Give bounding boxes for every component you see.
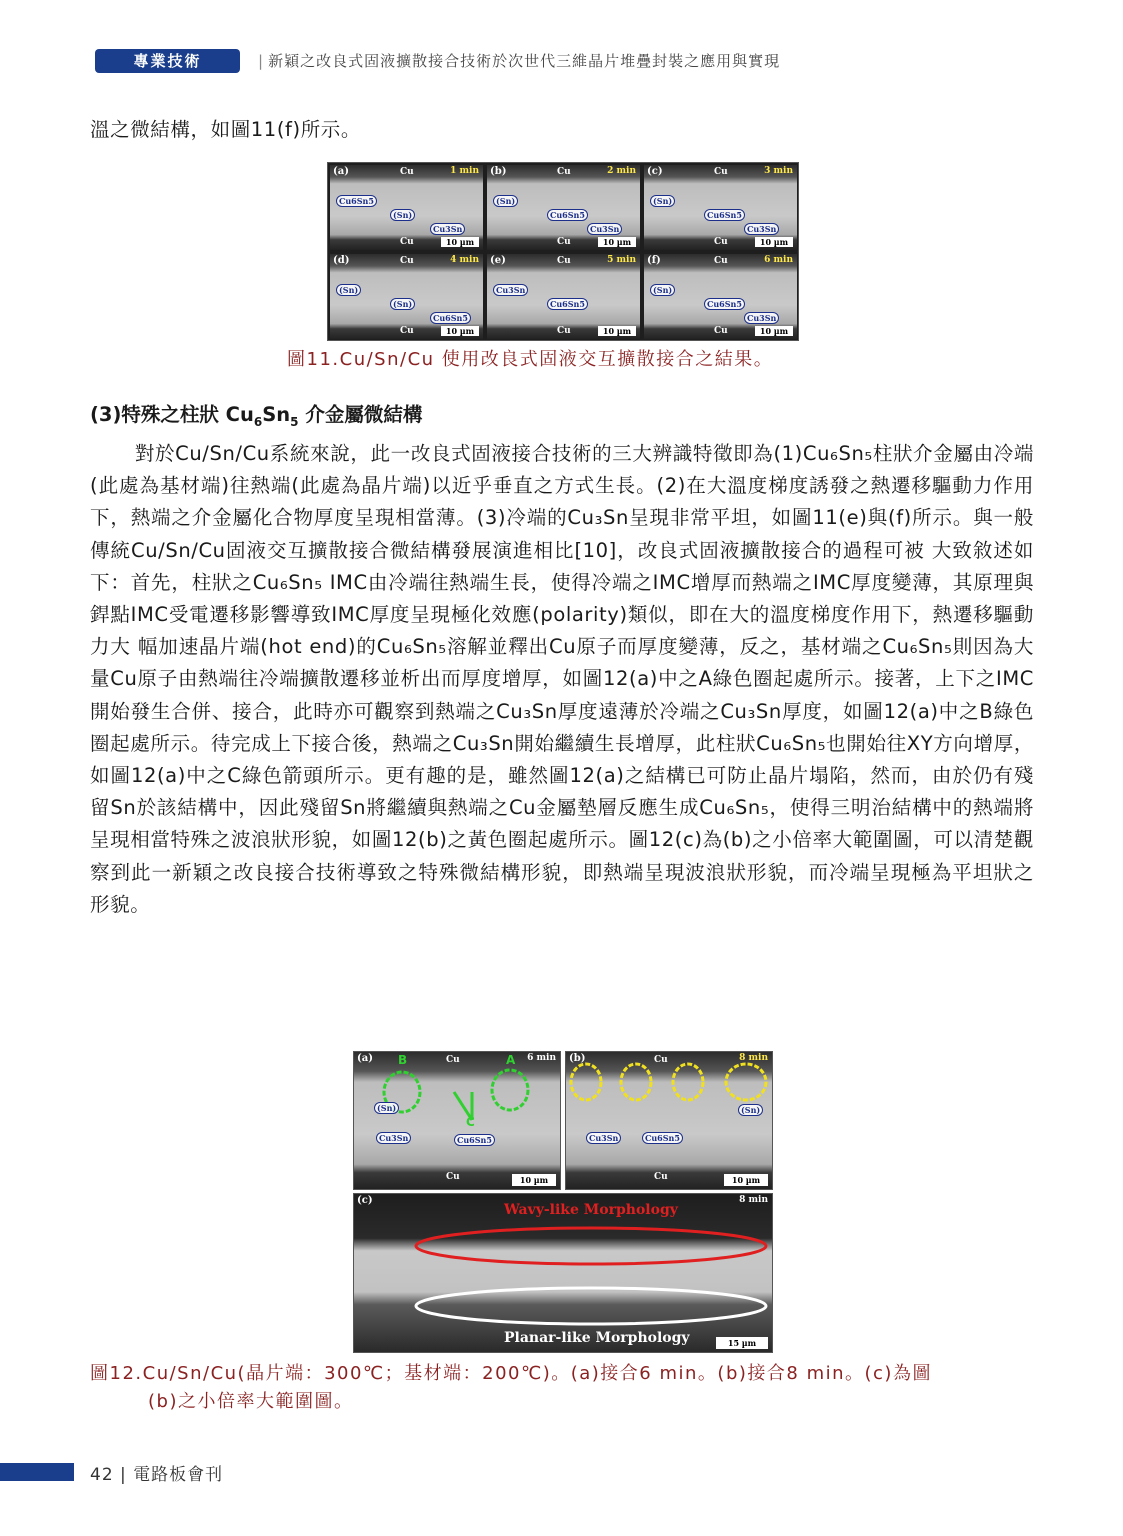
phase-label: Cu3Sn bbox=[430, 223, 465, 235]
phase-label: (Sn) bbox=[336, 284, 361, 296]
phase-label: Cu3Sn bbox=[587, 223, 622, 235]
phase-label: Cu6Sn5 bbox=[430, 312, 471, 324]
svg-text:Wavy-like Morphology: Wavy-like Morphology bbox=[504, 1202, 678, 1218]
footer bbox=[90, 1460, 223, 1485]
phase-label: Cu3Sn bbox=[744, 312, 779, 324]
morphology-ellipses bbox=[354, 1194, 772, 1352]
footer-separator: | bbox=[120, 1465, 127, 1485]
svg-text:B: B bbox=[398, 1053, 408, 1067]
figure-12-panel-c: (c) 8 min Wavy-like Morphology Planar-like Morphology 15 µm bbox=[353, 1193, 773, 1353]
figure-12 bbox=[353, 1051, 773, 1353]
figure-12-panel-b: (b) 8 min Cu Cu 10 µm (Sn) Cu3Sn Cu6Sn5 bbox=[565, 1051, 773, 1190]
figure-12-caption-line1: 圖12.Cu/Sn/Cu(晶片端：300℃；基材端：200℃)。(a)接合6 min。(b)接合8 min。(c)為圖 bbox=[90, 1363, 932, 1384]
green-annotations bbox=[354, 1052, 560, 1189]
phase-label: Cu3Sn bbox=[744, 223, 779, 235]
phase-label: Cu6Sn5 bbox=[336, 195, 377, 207]
header-separator: | bbox=[258, 52, 265, 70]
intro-line: 溫之微結構，如圖11(f)所示。 bbox=[90, 118, 361, 141]
svg-text:Planar-like Morphology: Planar-like Morphology bbox=[504, 1330, 690, 1346]
phase-label: Cu3Sn bbox=[493, 284, 528, 296]
phase-label: Cu6Sn5 bbox=[704, 298, 745, 310]
phase-label: (Sn) bbox=[650, 284, 675, 296]
yellow-annotations bbox=[566, 1052, 772, 1189]
svg-text:C: C bbox=[466, 1115, 475, 1129]
figure-11-panel: (b) 2 min Cu Cu 10 µm (Sn) Cu6Sn5 Cu3Sn bbox=[487, 165, 640, 250]
body-paragraph: 對於Cu/Sn/Cu系統來說，此一改良式固液接合技術的三大辨識特徵即為(1)Cu₆Sn₅柱狀介金屬由冷端(此處為基材端)往熱端(此處為晶片端)以近乎垂直之方式生長。(2)在大溫度梯度誘發之熱遷移驅動力作用下，熱端之介金屬化合物厚度呈現相當薄。(3)冷端的Cu₃Sn呈現非常平坦，如圖11(e)與(f)所示。與一般傳統Cu/Sn/Cu固液交互擴散接合微結構發展演進相比[10]，改良式固液擴散接合的過程可被 大致敘述如下：首先，柱狀之Cu₆Sn₅ IMC由冷端往熱端生長，使得冷端之IMC增厚而熱端之IMC厚度變薄，其原理與銲點IMC受電遷移影響導致IMC厚度呈現極化效應(polarity)類似，即在大的溫度梯度作用下，熱遷移驅動力大 幅加速晶片端(hot end)的Cu₆Sn₅溶解並釋出Cu原子而厚度變薄，反之，基材端之Cu₆Sn₅則因為大量Cu原子由熱端往冷端擴散遷移並析出而厚度增厚，如圖12(a)中之A綠色圈起處所示。接著，上下之IMC開始發生合併、接合，此時亦可觀察到熱端之Cu₃Sn厚度遠薄於冷端之Cu₃Sn厚度，如圖12(a)中之B綠色圈起處所示。待完成上下接合後，熱端之Cu₃Sn開始繼續生長增厚，此柱狀Cu₆Sn₅也開始往XY方向增厚，如圖12(a)中之C綠色箭頭所示。更有趣的是，雖然圖12(a)之結構已可防止晶片塌陷，然而，由於仍有殘留Sn於該結構中，因此殘留Sn將繼續與熱端之Cu金屬墊層反應生成Cu₆Sn₅，使得三明治結構中的熱端將呈現相當特殊之波浪狀形貌，如圖12(b)之黃色圈起處所示。圖12(c)為(b)之小倍率大範圍圖，可以清楚觀察到此一新穎之改良接合技術導致之特殊微結構形貌，即熱端呈現波浪狀形貌，而冷端呈現極為平坦狀之形貌。 bbox=[90, 442, 1034, 916]
phase-label: Cu6Sn5 bbox=[547, 298, 588, 310]
figure-11-panel: (a) 1 min Cu Cu 10 µm Cu6Sn5 (Sn) Cu3Sn bbox=[330, 165, 483, 250]
figure-12-panel-a: (a) 6 min Cu Cu 10 µm B A C (Sn) Cu3Sn Cu6Sn5 bbox=[353, 1051, 561, 1190]
phase-label: Cu6Sn5 bbox=[704, 209, 745, 221]
phase-label: (Sn) bbox=[390, 209, 415, 221]
figure-11-panel: (c) 3 min Cu Cu 10 µm (Sn) Cu6Sn5 Cu3Sn bbox=[644, 165, 797, 250]
footer-bar bbox=[0, 1463, 74, 1481]
page-number: 42 bbox=[90, 1465, 114, 1485]
phase-label: Cu6Sn5 bbox=[547, 209, 588, 221]
figure-12-caption-line2: (b)之小倍率大範圍圖。 bbox=[148, 1391, 354, 1412]
section-tag: 專業技術 bbox=[95, 49, 240, 73]
section-heading: (3)特殊之柱狀 $Cu_6Sn_5$ 介金屬微結構 bbox=[90, 403, 423, 429]
header-title: 新穎之改良式固液擴散接合技術於次世代三維晶片堆疊封裝之應用與實現 bbox=[268, 52, 781, 70]
figure-11 bbox=[327, 162, 799, 341]
running-header bbox=[258, 50, 780, 72]
svg-text:A: A bbox=[506, 1053, 516, 1067]
figure-11-caption: 圖11.Cu/Sn/Cu 使用改良式固液交互擴散接合之結果。 bbox=[287, 349, 774, 370]
journal-name: 電路板會刊 bbox=[133, 1465, 224, 1485]
phase-label: (Sn) bbox=[650, 195, 675, 207]
phase-label: (Sn) bbox=[390, 298, 415, 310]
figure-11-panel: (d) 4 min Cu Cu 10 µm (Sn) (Sn) Cu6Sn5 bbox=[330, 254, 483, 339]
figure-11-panel: (f) 6 min Cu Cu 10 µm (Sn) Cu6Sn5 Cu3Sn bbox=[644, 254, 797, 339]
phase-label: (Sn) bbox=[493, 195, 518, 207]
figure-11-panel: (e) 5 min Cu Cu 10 µm Cu3Sn Cu6Sn5 bbox=[487, 254, 640, 339]
